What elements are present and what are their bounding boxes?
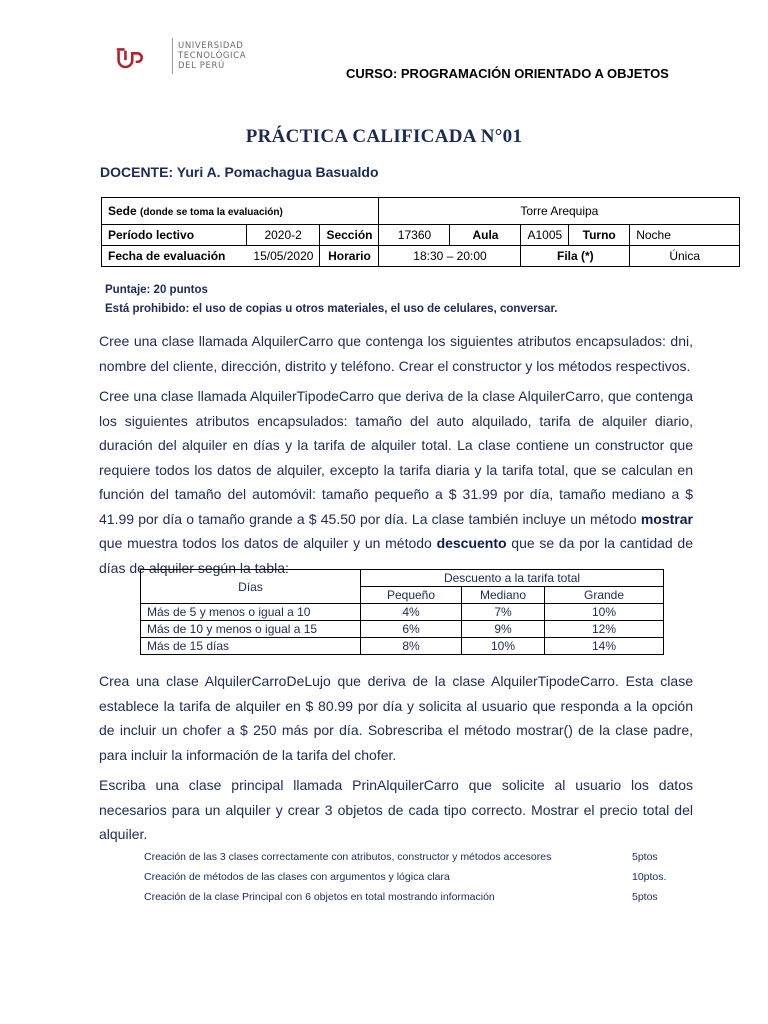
fecha-value: 15/05/2020 xyxy=(253,249,314,263)
paragraph-1: Cree una clase llamada AlquilerCarro que contenga los siguientes atributos encapsulados: dni, nombre del cliente, dirección, distrito y teléfono. Crear el constructor y los métodos respectivos. xyxy=(99,333,693,374)
logo-divider xyxy=(172,38,173,74)
aula-value: A1005 xyxy=(521,225,569,246)
horario-value: 18:30 – 20:00 xyxy=(379,246,521,267)
row-label: Más de 15 días xyxy=(141,638,361,655)
sede-note: (donde se toma la evaluación) xyxy=(140,207,283,218)
cell: 4% xyxy=(361,604,462,621)
cell: 8% xyxy=(361,638,462,655)
periodo-value: 2020-2 xyxy=(246,225,320,246)
table-row xyxy=(141,621,664,638)
discount-header-row xyxy=(141,570,664,587)
discount-group-header: Descuento a la tarifa total xyxy=(361,570,664,587)
cell: 7% xyxy=(462,604,545,621)
prohibido-text: Está prohibido: el uso de copias u otros materiales, el uso de celulares, conversar. xyxy=(105,303,558,315)
row-label: Más de 10 y menos o igual a 15 xyxy=(141,621,361,638)
logo-line-2: TECNOLÓGICA xyxy=(178,51,247,61)
grading-item xyxy=(144,891,674,903)
info-row-fecha xyxy=(102,246,740,267)
puntaje-text: Puntaje: 20 puntos xyxy=(105,284,208,296)
col-pequeno: Pequeño xyxy=(361,587,462,604)
cell: 12% xyxy=(545,621,664,638)
periodo-label: Período lectivo xyxy=(102,225,247,246)
row-label: Más de 5 y menos o igual a 10 xyxy=(141,604,361,621)
cell: 14% xyxy=(545,638,664,655)
utp-logo xyxy=(116,33,176,83)
dias-header: Días xyxy=(141,570,361,604)
grading-points: 5ptos xyxy=(632,891,658,903)
logo-line-3: DEL PERÚ xyxy=(178,61,225,71)
grading-points: 5ptos xyxy=(632,851,658,863)
sede-label: Sede xyxy=(108,204,137,218)
discount-table xyxy=(140,569,664,655)
fila-value: Única xyxy=(630,246,740,267)
logo-line-1: UNIVERSIDAD xyxy=(178,41,244,51)
aula-label: Aula xyxy=(450,225,521,246)
grading-text: Creación de las 3 clases correctamente con atributos, constructor y métodos accesores xyxy=(144,851,552,863)
grading-points: 10ptos. xyxy=(632,871,667,883)
logo-wordmark xyxy=(178,41,246,71)
sede-value: Torre Arequipa xyxy=(379,198,740,225)
turno-label: Turno xyxy=(569,225,630,246)
page-title: PRÁCTICA CALIFICADA N°01 xyxy=(245,126,523,147)
col-grande: Grande xyxy=(545,587,664,604)
paragraph-2: Cree una clase llamada AlquilerTipodeCarro que deriva de la clase AlquilerCarro, que contenga los siguientes atributos encapsulados: tamaño del auto alquilado, tarifa de alquiler diario, duración del alquiler en días y la tarifa de alquiler total. La clase contiene un constructor que requiere todos los datos de alquiler, excepto la tarifa diaria y la tarifa total, que se calculan en función del tamaño del automóvil: tamaño pequeño a $ 31.99 por día, tamaño mediano a $ 41.99 por día o tamaño grande a $ 45.50 por día. La clase también incluye un método mostrar que muestra todos los datos de alquiler y un método descuento que se da por la cantidad de días de alquiler según la tabla: xyxy=(99,388,694,576)
info-row-periodo xyxy=(102,225,740,246)
exam-meta xyxy=(105,281,558,319)
cell: 10% xyxy=(462,638,545,655)
course-title: CURSO: PROGRAMACIÓN ORIENTADO A OBJETOS xyxy=(346,66,669,81)
grading-item xyxy=(144,871,674,883)
cell: 10% xyxy=(545,604,664,621)
grading-item xyxy=(144,851,674,863)
info-row-sede xyxy=(102,198,740,225)
col-mediano: Mediano xyxy=(462,587,545,604)
grading-text: Creación de métodos de las clases con argumentos y lógica clara xyxy=(144,871,450,883)
cell: 6% xyxy=(361,621,462,638)
exam-info-table xyxy=(101,197,740,267)
paragraph-3: Crea una clase AlquilerCarroDeLujo que deriva de la clase AlquilerTipodeCarro. Esta clase establece la tarifa de alquiler en $ 80.99 por día y solicita al usuario que responda a la opción de incluir un chofer a $ 250 más por día. Sobrescriba el método mostrar() de la clase padre, para incluir la información de la tarifa del chofer. xyxy=(99,673,693,763)
grading-text: Creación de la clase Principal con 6 objetos en total mostrando información xyxy=(144,891,495,903)
turno-value: Noche xyxy=(630,225,740,246)
teacher-name: DOCENTE: Yuri A. Pomachagua Basualdo xyxy=(100,164,379,180)
cell: 9% xyxy=(462,621,545,638)
descuento-keyword: descuento xyxy=(436,535,507,551)
table-row xyxy=(141,638,664,655)
fila-label: Fila (*) xyxy=(521,246,630,267)
seccion-value: 17360 xyxy=(379,225,450,246)
table-row xyxy=(141,604,664,621)
seccion-label: Sección xyxy=(320,225,379,246)
sede-label-cell xyxy=(102,198,379,225)
paragraph-4: Escriba una clase principal llamada PrinAlquilerCarro que solicite al usuario los datos necesarios para un alquiler y crear 3 objetos de cada tipo correcto. Mostrar el precio total del alquiler. xyxy=(99,777,693,842)
horario-label: Horario xyxy=(320,246,379,267)
fecha-label: Fecha de evaluación 15/05/2020 xyxy=(102,246,320,267)
mostrar-keyword: mostrar xyxy=(640,510,693,527)
